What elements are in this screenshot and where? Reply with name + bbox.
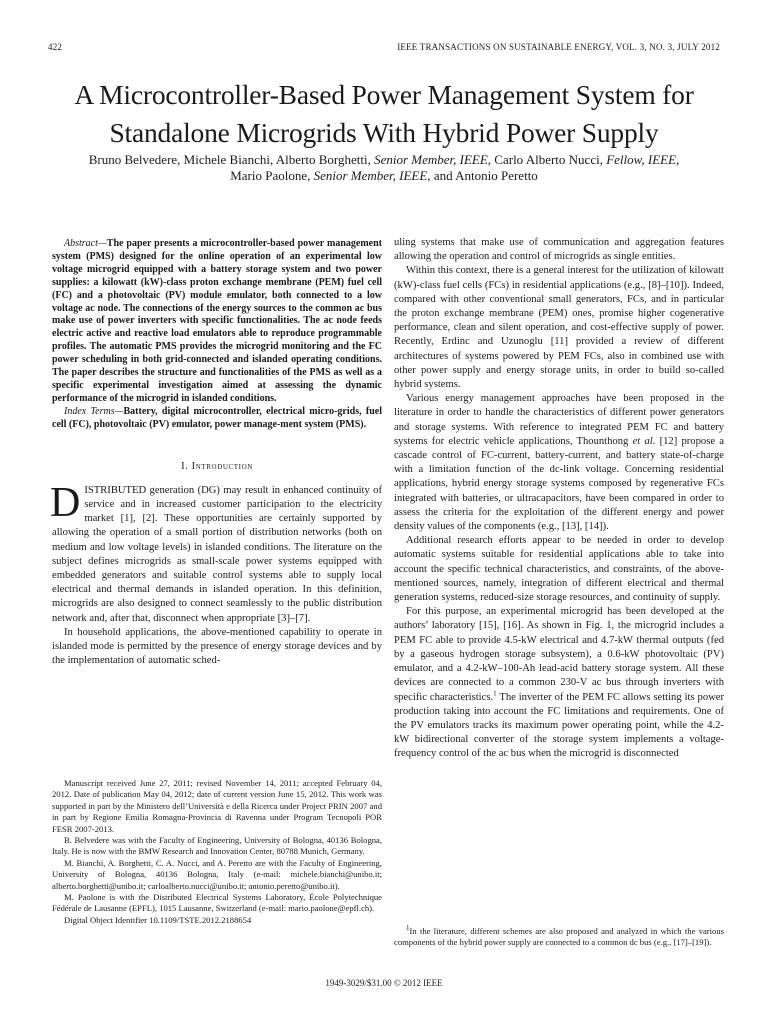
index-terms-body: Battery, digital microcontroller, electrical micro-grids, fuel cell (FC), photovoltaic (PV) emulator, power manage-ment system (PMS). [52, 405, 383, 430]
right-paragraph-4 [394, 605, 724, 761]
footnote-text: In the literature, different schemes are also proposed and analyzed in which the various components of the hybrid power supply are connected to a common dc bus (e.g., [17]–[19]). [394, 926, 724, 948]
affiliation-note-3: M. Paolone is with the Distributed Electrical Systems Laboratory, École Polytechnique Fédérale de Lausanne (EPFL), 1015 Lausanne, Switzerland (e-mail: mario.paolone@epfl.ch). [52, 892, 382, 914]
footnote-marker: 1 [493, 688, 497, 697]
authors-names-2: Carlo Alberto Nucci, [494, 152, 603, 167]
doi-note: Digital Object Identifier 10.1109/TSTE.2012.2188654 [64, 914, 252, 925]
author-line-2 [40, 168, 728, 184]
page-number: 422 [48, 42, 63, 52]
authors-names-1: Bruno Belvedere, Michele Bianchi, Alberto Borghetti, [88, 152, 371, 167]
abstract-body: The paper presents a microcontroller-based power management system (PMS) designed for the online operation of an experimental low voltage microgrid equipped with a battery storage system and two power supplies: a kilowatt (kW)-class proton exchange membrane (PEM) fuel cell (FC) and a photovoltaic (PV) module emulator, both connected to a low voltage ac node. The connections of the energy sources to the common ac bus make use of power inverters with specific functionalities. The ac node feeds electric active and reactive load emulators able to reproduce programmable profiles. The automatic PMS provides the microgrid monitoring and the FC power scheduling in both grid-connected and islanded operating conditions. The paper describes the structure and functionalities of the PMS as well as a specific experimental investigation aimed at assessing the dynamic performance of the microgrid in islanded conditions. [52, 238, 382, 404]
right-paragraph-3: Additional research efforts appear to be needed in order to develop automatic systems suitable for residential applications able to take into account the specific technical characteristics, and constraints, of the above-mentioned sources, namely, integration of different electrical and thermal generation systems, reduced-size storage resources, and continuity of supply. [394, 535, 724, 604]
author-line-1 [40, 152, 728, 168]
footnote-number: 1 [406, 924, 410, 933]
intro-paragraph-2: In household applications, the above-mentioned capability to operate in islanded mode is permitted by the presence of energy storage devices and by the implementation of automatic sched- [52, 626, 382, 667]
right-paragraph-2 [394, 392, 724, 534]
copyright-footer: 1949-3029/$31.00 © 2012 IEEE [325, 978, 443, 988]
et-al: et al. [632, 435, 656, 447]
drop-cap: D [50, 479, 81, 526]
paper-title: A Microcontroller-Based Power Management System for Standalone Microgrids With Hybrid Power Supply [74, 79, 694, 148]
affiliation-note-2: M. Bianchi, A. Borghetti, C. A. Nucci, and A. Peretto are with the Faculty of Engineering, University of Bologna, 40136 Bologna, Italy (e-mail: michele.bianchi@unibo.it; alberto.borghetti@unibo.it; carloalberto.nucci@unibo.it; antonio.peretto@unibo.it). [52, 857, 382, 891]
affiliation-note-1: B. Belvedere was with the Faculty of Engineering, University of Bologna, 40136 Bologna, Italy. He is now with the BMW Research and Innovation Center, 80788 Munich, Germany. [52, 835, 382, 857]
right-text-2a: Various energy management approaches have been proposed in the literature in order to handle the characteristics of different power generators and storage systems. With reference to integrated PEM FC and battery systems for electric vehicle applications, Thounthong [394, 393, 724, 447]
manuscript-note: Manuscript received June 27, 2011; revised November 14, 2011; accepted February 04, 2012. Date of publication May 04, 2012; date of current version June 15, 2012. This work was supported in part by the Ministero dell’Università e della Ricerca under Project PRIN 2007 and in part by Regione Emilia Romagna-Provincia di Ravenna under Program Tecnopoli POR FESR 2007-2013. [52, 778, 382, 834]
running-header [48, 42, 720, 52]
authors-names-3: Mario Paolone, [230, 168, 311, 183]
authors-names-4: and Antonio Peretto [433, 168, 538, 183]
first-word: ISTRIBUTED [84, 484, 147, 496]
right-paragraph-0: uling systems that make use of communication and aggregation features allowing the operation and control of microgrids as single entities. [394, 237, 724, 263]
right-footnote [394, 926, 724, 949]
right-text-4b: The inverter of the PEM FC allows setting its power production taking into account the FC limitations and requirements. One of the PV emulators tracks its maximum power operating point, while the 4.2-kW bidirectional converter of the storage system implements a voltage-frequency control of the ac bus when the microgrid is disconnected [394, 691, 724, 760]
abstract [52, 238, 382, 406]
intro-text-1: generation (DG) may result in enhanced continuity of service and in increased customer participation to the electricity market [1], [2]. These opportunities are certainly supported by allowing the operation of a small portion of distribution networks (both on medium and low voltage levels) in islanded conditions. The literature on the subject defines microgrids as small-scale power systems equipped with embedded generators and suitable control systems able to supply local electrical and thermal demands in islanded operation. In this definition, microgrids are also designed to connect seamlessly to the public distribution network and, after that, disconnect when appropriate [3]–[7]. [52, 484, 382, 624]
author-membership: Senior Member, IEEE, [313, 168, 431, 183]
right-column [394, 236, 724, 762]
right-paragraph-1: Within this context, there is a general interest for the utilization of kilowatt (kW)-class fuel cells (FCs) in residential applications (e.g., [8]–[10]). Indeed, compared with other conventional small generators, FCs, and in particular the proton exchange membrane (PEM) ones, promise higher cogenerative performance, clean and silent operation, and cost-effective supply of power. Recently, Erdinc and Uzunoglu [11] provided a review of different architectures of systems powered by PEM FCs, also in combined use with other power supply and energy storage units, in order to build so-called hybrid systems. [394, 265, 724, 391]
author-membership: Fellow, IEEE, [606, 152, 680, 167]
intro-paragraph-1 [50, 479, 382, 626]
first-page-footnotes [52, 778, 382, 926]
author-membership: Senior Member, IEEE, [374, 152, 492, 167]
index-terms [52, 406, 382, 432]
abstract-lead: Abstract— [64, 238, 107, 249]
index-terms-lead: Index Terms— [64, 405, 124, 417]
journal-name: IEEE TRANSACTIONS ON SUSTAINABLE ENERGY, VOL. 3, NO. 3, JULY 2012 [397, 42, 720, 52]
right-text-2b: [12] propose a cascade control of FC-current, battery-current, and battery state-of-charge with a limitation function of the dc-link voltage. Concerning residential applications, hybrid energy storage systems composed by regenerative FCs integrated with batteries, or ultracapacitors, have been compared in order to assess the criteria for the exploitation of the different energy and power density values of the components (e.g., [13], [14]). [394, 435, 724, 533]
right-text-4a: For this purpose, an experimental microgrid has been developed at the authors’ laboratory [15], [16]. As shown in Fig. 1, the microgrid includes a PEM FC able to provide 4.5-kW electrical and 4.7-kW thermal outputs (fed by a gaseous hydrogen storage subsystem), a 0.6-kW photovoltaic (PV) emulator, and a 4.2-kW–100-Ah lead-acid battery storage system. All these devices are connected to a common 230-V ac bus through inverters with specific characteristics. [394, 606, 724, 703]
author-list [40, 152, 728, 184]
left-column [52, 238, 382, 668]
section-heading: I. Introduction [181, 460, 253, 472]
